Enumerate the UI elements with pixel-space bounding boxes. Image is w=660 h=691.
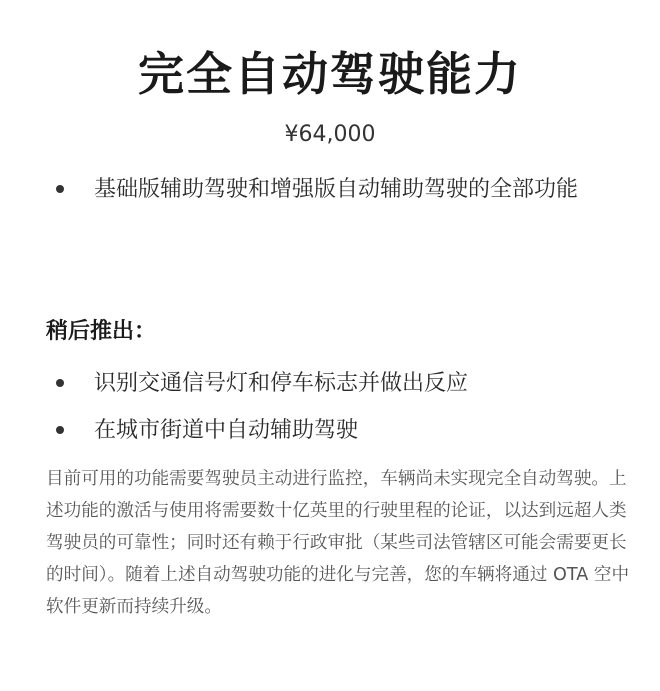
coming-soon-heading: 稍后推出：: [46, 319, 157, 344]
list-item-coming-soon: [56, 413, 614, 449]
list-item-feature: [56, 172, 614, 208]
coming-soon-text: 在城市街道中自动辅助驾驶: [94, 418, 359, 443]
list-item-coming-soon: [56, 366, 614, 402]
bullet-dot-icon: [56, 185, 64, 193]
bullet-dot-icon: [56, 379, 64, 387]
feature-text: 基础版辅助驾驶和增强版自动辅助驾驶的全部功能: [94, 177, 579, 202]
disclaimer-text: 目前可用的功能需要驾驶员主动进行监控，车辆尚未实现完全自动驾驶。上述功能的激活与使用将需要数十亿英里的行驶里程的论证，以达到远超人类驾驶员的可靠性；同时还有赖于行政审批（某些司法管辖区可能会需要更长的时间）。随着上述自动驾驶功能的进化与完善，您的车辆将通过 OTA 空中软件更新而持续升级。: [46, 469, 630, 617]
page-title: 完全自动驾驶能力: [138, 47, 522, 101]
coming-soon-text: 识别交通信号灯和停车标志并做出反应: [94, 371, 469, 396]
price-label: ¥64,000: [284, 122, 376, 147]
bullet-dot-icon: [56, 426, 64, 434]
